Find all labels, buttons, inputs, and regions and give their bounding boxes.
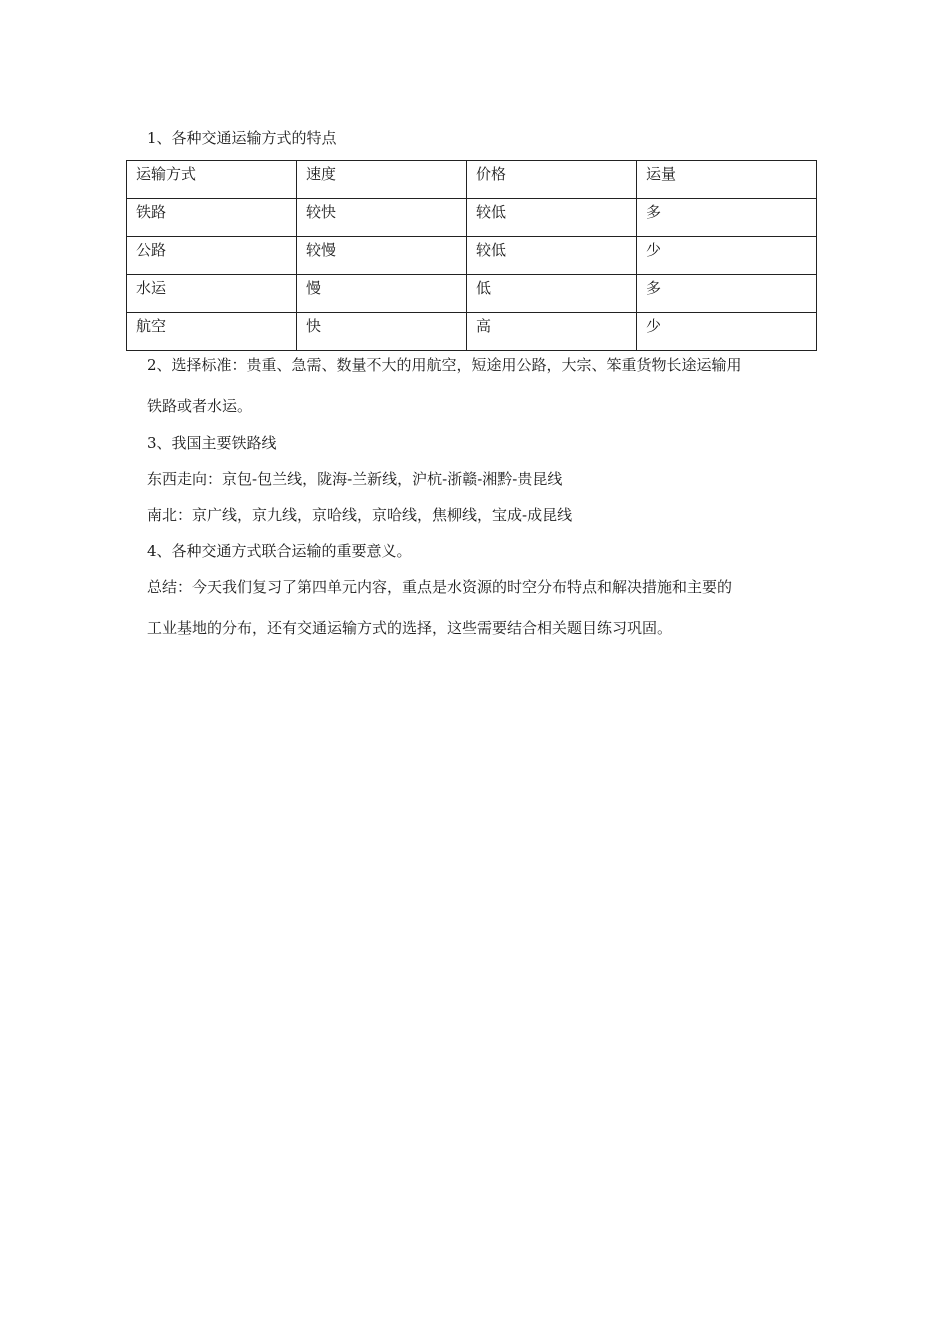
table-cell: 高	[467, 313, 637, 351]
table-cell: 铁路	[127, 199, 297, 237]
header-cell: 运输方式	[127, 161, 297, 199]
table-cell: 水运	[127, 275, 297, 313]
section-1-heading: 1、各种交通运输方式的特点	[147, 129, 337, 147]
table-cell: 少	[637, 313, 817, 351]
table-row	[127, 275, 817, 313]
table-cell: 航空	[127, 313, 297, 351]
header-cell: 速度	[297, 161, 467, 199]
table-row	[127, 313, 817, 351]
table-cell: 慢	[297, 275, 467, 313]
selection-criteria-line-1: 2、选择标准：贵重、急需、数量不大的用航空，短途用公路，大宗、笨重货物长途运输用	[147, 356, 742, 374]
section-4-heading: 4、各种交通方式联合运输的重要意义。	[147, 542, 412, 560]
table-cell: 快	[297, 313, 467, 351]
table-cell: 较低	[467, 237, 637, 275]
summary-line-2: 工业基地的分布，还有交通运输方式的选择，这些需要结合相关题目练习巩固。	[147, 619, 673, 637]
table-cell: 公路	[127, 237, 297, 275]
table-cell: 低	[467, 275, 637, 313]
east-west-railways: 东西走向：京包-包兰线，陇海-兰新线，沪杭-浙赣-湘黔-贵昆线	[147, 470, 563, 488]
table-cell: 多	[637, 199, 817, 237]
header-cell: 运量	[637, 161, 817, 199]
section-3-heading: 3、我国主要铁路线	[147, 434, 277, 452]
table-cell: 较快	[297, 199, 467, 237]
table-header-row	[127, 161, 817, 199]
table-row	[127, 237, 817, 275]
table-cell: 多	[637, 275, 817, 313]
table-row	[127, 199, 817, 237]
table-cell: 较慢	[297, 237, 467, 275]
selection-criteria-line-2: 铁路或者水运。	[147, 397, 253, 415]
table-cell: 较低	[467, 199, 637, 237]
north-south-railways: 南北：京广线，京九线，京哈线，京哈线，焦柳线，宝成-成昆线	[147, 506, 573, 524]
header-cell: 价格	[467, 161, 637, 199]
transport-comparison-table	[126, 160, 817, 351]
table-cell: 少	[637, 237, 817, 275]
summary-line-1: 总结：今天我们复习了第四单元内容，重点是水资源的时空分布特点和解决措施和主要的	[147, 578, 733, 596]
